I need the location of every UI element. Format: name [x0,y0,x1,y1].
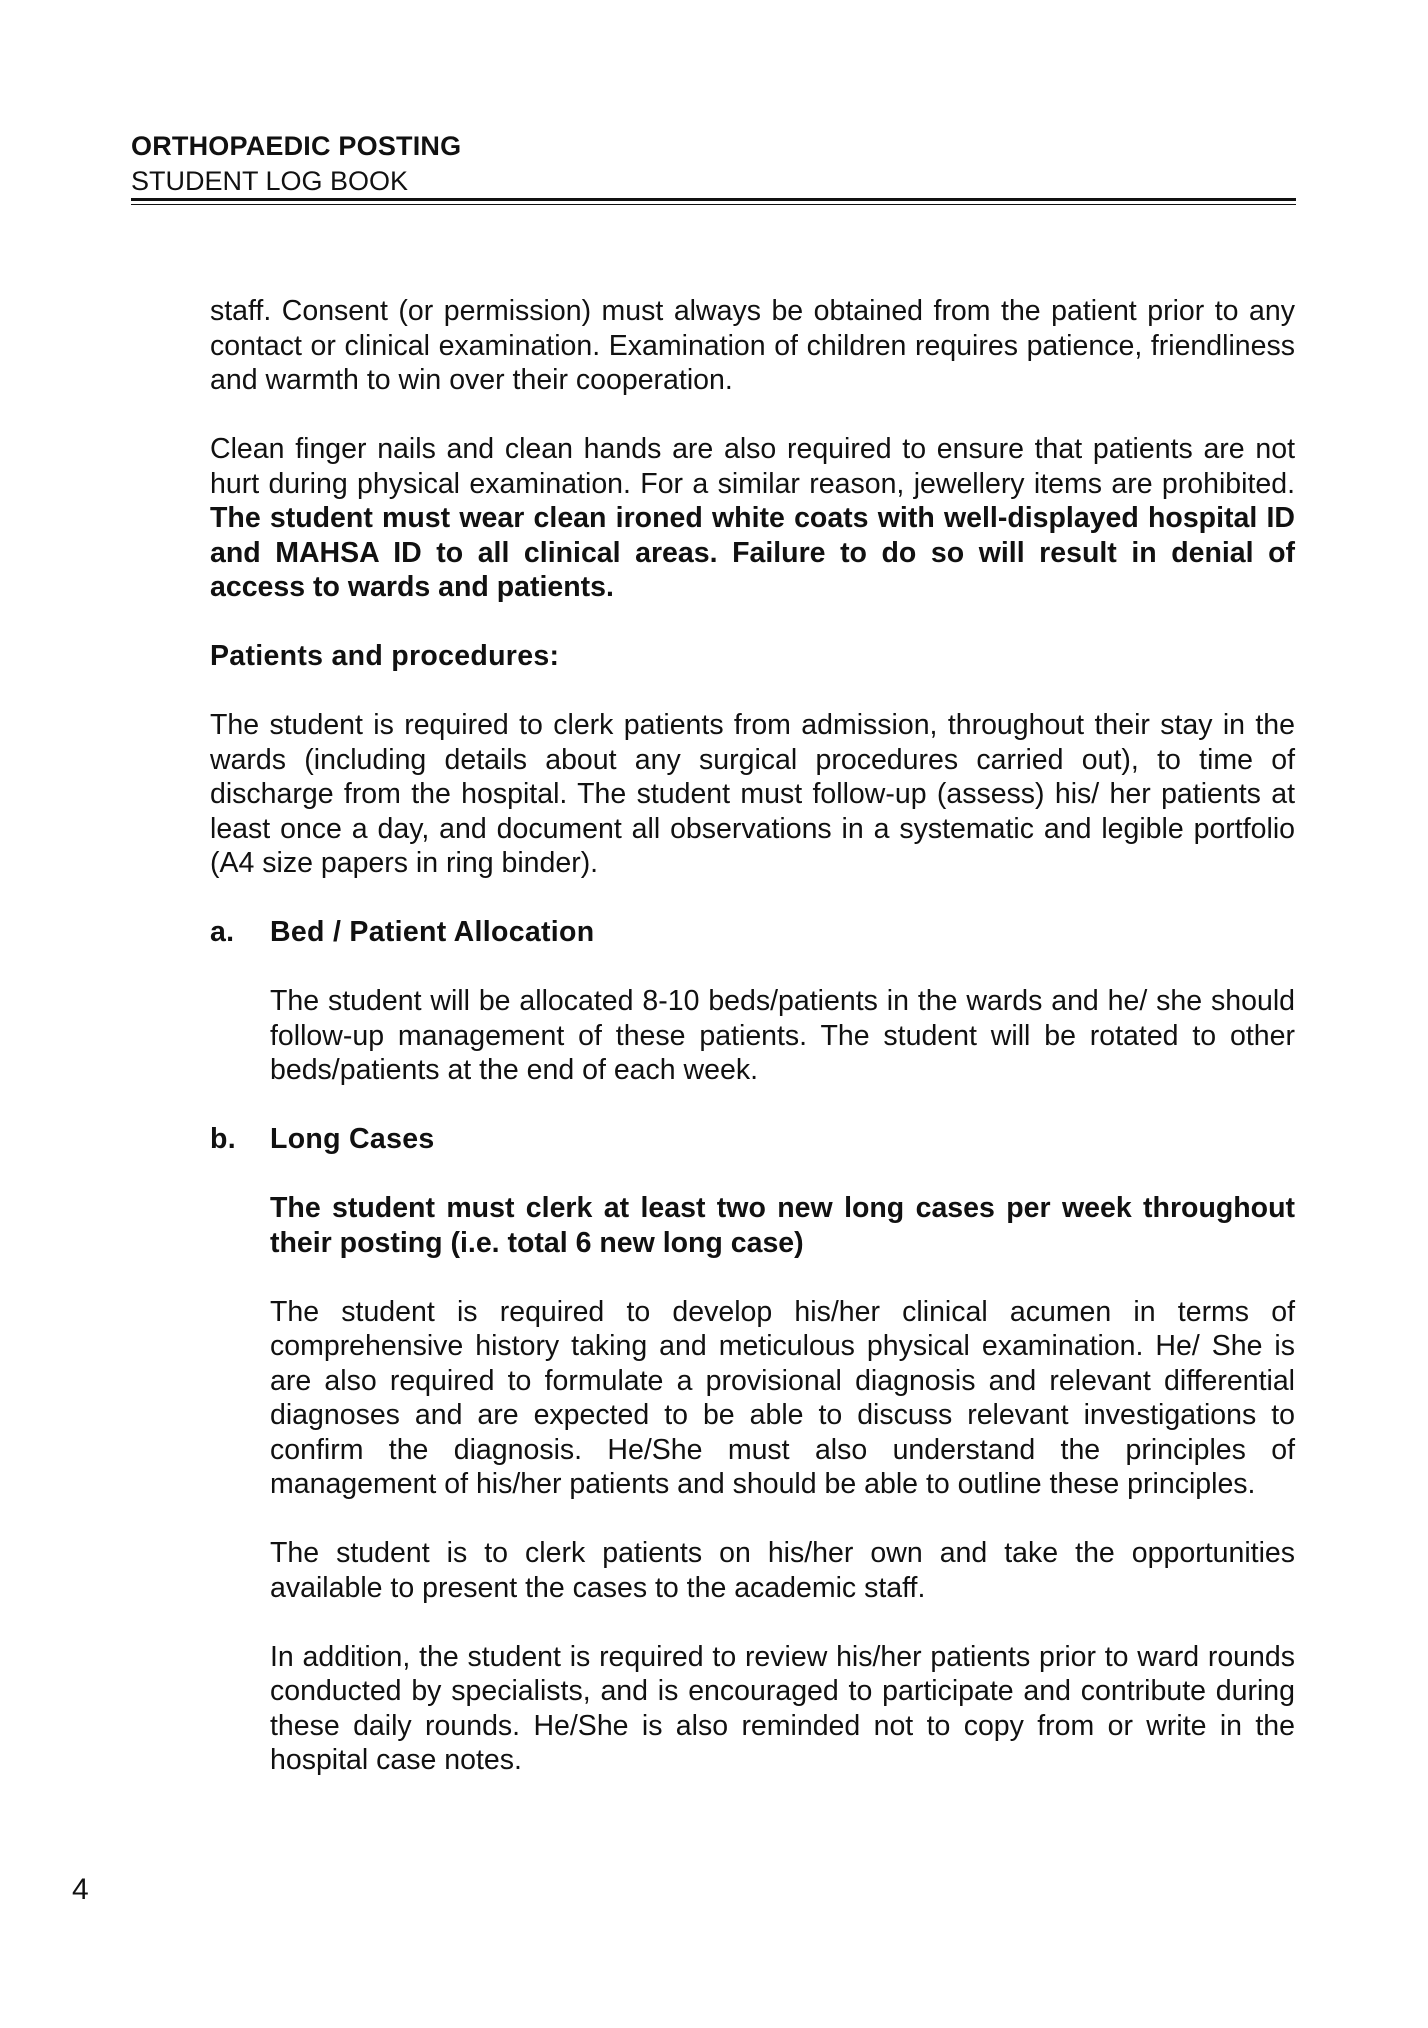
section-b-letter: b. [210,1123,236,1155]
section-b-title: Long Cases [270,1123,435,1155]
section-a-heading [210,915,1295,950]
section-a-letter: a. [210,916,235,948]
hygiene-paragraph [210,432,1295,605]
section-b-paragraph-1: The student is required to develop his/her clinical acumen in terms of comprehensive history taking and meticulous physical examination. He/ She is are also required to formulate a provisional diagnosis and relevant differential diagnoses and are expected to be able to discuss relevant investigations to confirm the diagnosis. He/She must also understand the principles of management of his/her patients and should be able to outline these principles. [270,1295,1295,1500]
section-b-requirement: The student must clerk at least two new long cases per week throughout their posting (i.e. total 6 new long case) [270,1192,1295,1259]
page-number: 4 [72,1873,89,1906]
header-title: ORTHOPAEDIC POSTING [131,131,462,161]
header-rule-thick [131,198,1296,201]
hygiene-text-bold: The student must wear clean ironed white coats with well-displayed hospital ID and MAHSA ID to all clinical areas. Failure to do so will result in denial of access to wards and patients. [210,502,1295,603]
section-a-paragraph: The student will be allocated 8-10 beds/patients in the wards and he/ she should follow-up management of these patients. The student will be rotated to other beds/patients at the end of each week. [270,985,1295,1086]
hygiene-text-normal: Clean finger nails and clean hands are also required to ensure that patients are not hurt during physical examination. For a similar reason, jewellery items are prohibited. [210,433,1295,500]
patients-paragraph: The student is required to clerk patients from admission, throughout their stay in the wards (including details about any surgical procedures carried out), to time of discharge from the hospital. The student must follow-up (assess) his/ her patients at least once a day, and document all observations in a systematic and legible portfolio (A4 size papers in ring binder). [210,709,1295,879]
section-b-paragraph-2: The student is to clerk patients on his/her own and take the opportunities available to present the cases to the academic staff. [270,1537,1295,1604]
header-subtitle: STUDENT LOG BOOK [131,166,409,196]
header-rule-thin [131,204,1296,205]
section-b-paragraph-3: In addition, the student is required to review his/her patients prior to ward rounds conducted by specialists, and is encouraged to participate and contribute during these daily rounds. He/She is also reminded not to copy from or write in the hospital case notes. [270,1640,1295,1776]
patients-heading: Patients and procedures: [210,640,560,672]
section-b-heading [210,1122,1295,1157]
section-a-title: Bed / Patient Allocation [270,916,595,948]
intro-paragraph: staff. Consent (or permission) must always be obtained from the patient prior to any contact or clinical examination. Examination of children requires patience, friendliness and warmth to win over their cooperation. [210,295,1295,396]
page-header [131,128,1296,205]
page-content [210,294,1295,1778]
